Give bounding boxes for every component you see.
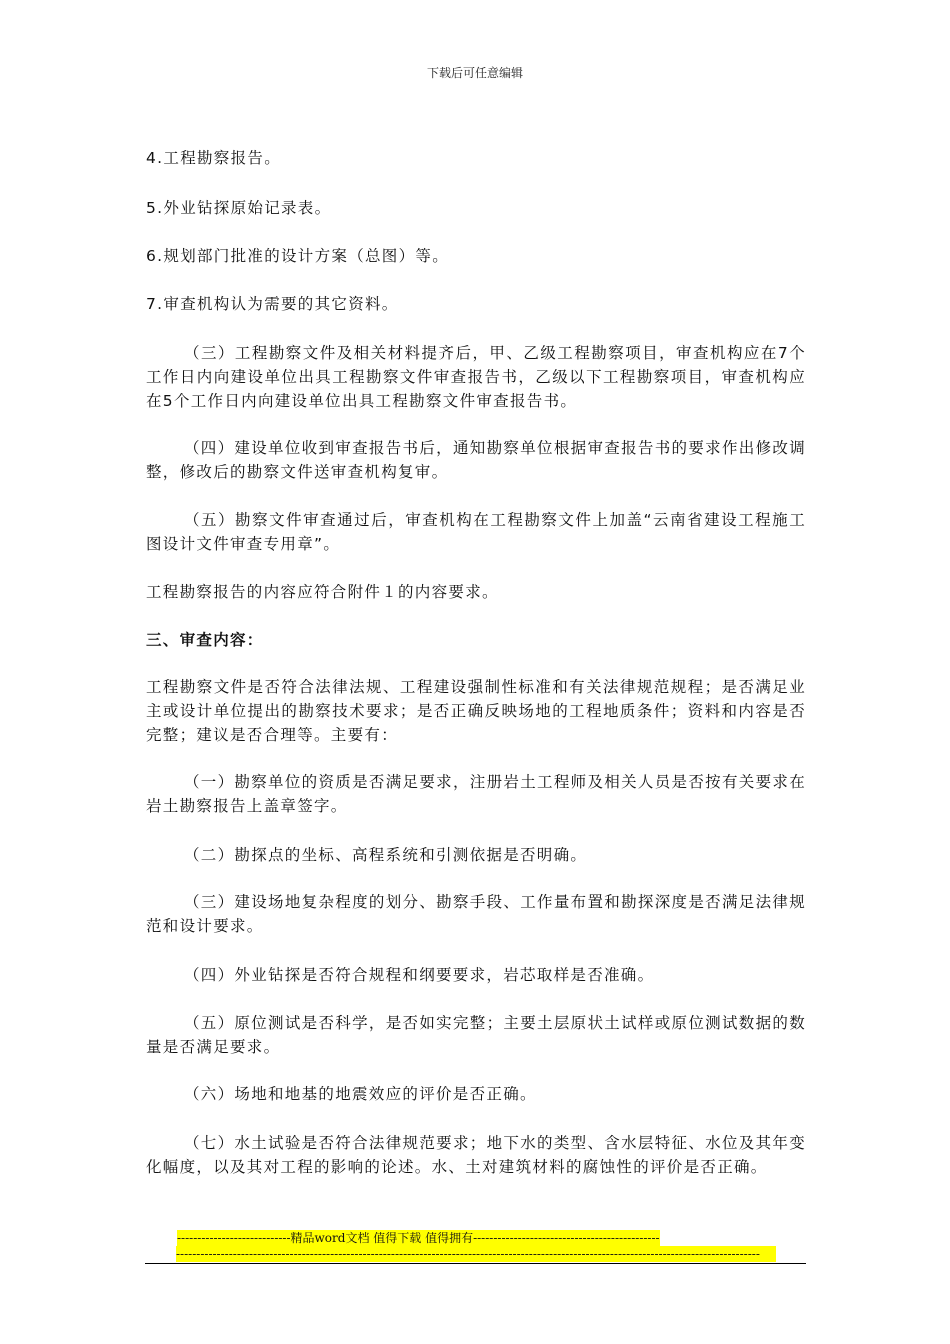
paragraph-review-intro: 工程勘察文件是否符合法律法规、工程建设强制性标准和有关法律规范规程；是否满足业主或设计单位提出的勘察技术要求；是否正确反映场地的工程地质条件；资料和内容是否完整；建议是否合理等。主要有： bbox=[146, 678, 806, 744]
paragraph-item-4: 4.工程勘察报告。 bbox=[146, 149, 281, 167]
page-header: 下载后可任意编辑 bbox=[426, 66, 523, 80]
footer-dashes: ------------------------------------------------------------------------------------------------------------------------------------------------ bbox=[176, 1246, 776, 1262]
paragraph-review-2: （二）勘探点的坐标、高程系统和引测依据是否明确。 bbox=[184, 846, 588, 864]
paragraph-review-7: （七）水土试验是否符合法律规范要求；地下水的类型、含水层特征、水位及其年变化幅度，以及其对工程的影响的论述。水、土对建筑材料的腐蚀性的评价是否正确。 bbox=[146, 1134, 806, 1176]
page-footer bbox=[176, 1230, 776, 1266]
paragraph-review-6: （六）场地和地基的地震效应的评价是否正确。 bbox=[184, 1085, 537, 1103]
paragraph-review-1: （一）勘察单位的资质是否满足要求，注册岩土工程师及相关人员是否按有关要求在岩土勘察报告上盖章签字。 bbox=[146, 773, 806, 815]
paragraph-attachment-note: 工程勘察报告的内容应符合附件１的内容要求。 bbox=[146, 583, 499, 601]
paragraph-item-5: 5.外业钻探原始记录表。 bbox=[146, 199, 332, 217]
paragraph-section-5: （五）勘察文件审查通过后，审查机构在工程勘察文件上加盖“云南省建设工程施工图设计文件审查专用章”。 bbox=[146, 511, 806, 553]
paragraph-review-4: （四）外业钻探是否符合规程和纲要要求，岩芯取样是否准确。 bbox=[184, 966, 655, 984]
paragraph-item-7: 7.审查机构认为需要的其它资料。 bbox=[146, 295, 399, 313]
paragraph-review-3: （三）建设场地复杂程度的划分、勘察手段、工作量布置和勘探深度是否满足法律规范和设计要求。 bbox=[146, 893, 806, 935]
paragraph-review-5: （五）原位测试是否科学，是否如实完整；主要土层原状土试样或原位测试数据的数量是否满足要求。 bbox=[146, 1014, 806, 1056]
paragraph-section-4: （四）建设单位收到审查报告书后，通知勘察单位根据审查报告书的要求作出修改调整，修改后的勘察文件送审查机构复审。 bbox=[146, 439, 806, 481]
paragraph-item-6: 6.规划部门批准的设计方案（总图）等。 bbox=[146, 247, 449, 265]
section-heading-review-content: 三、审查内容： bbox=[146, 631, 264, 649]
footer-rule bbox=[145, 1263, 806, 1264]
paragraph-section-3: （三）工程勘察文件及相关材料提齐后，甲、乙级工程勘察项目，审查机构应在7个工作日内向建设单位出具工程勘察文件审查报告书，乙级以下工程勘察项目，审查机构应在5个工作日内向建设单位出具工程勘察文件审查报告书。 bbox=[146, 344, 806, 410]
footer-banner: ----------------------------精品word文档 值得下载 值得拥有---------------------------------------------- bbox=[177, 1231, 660, 1245]
